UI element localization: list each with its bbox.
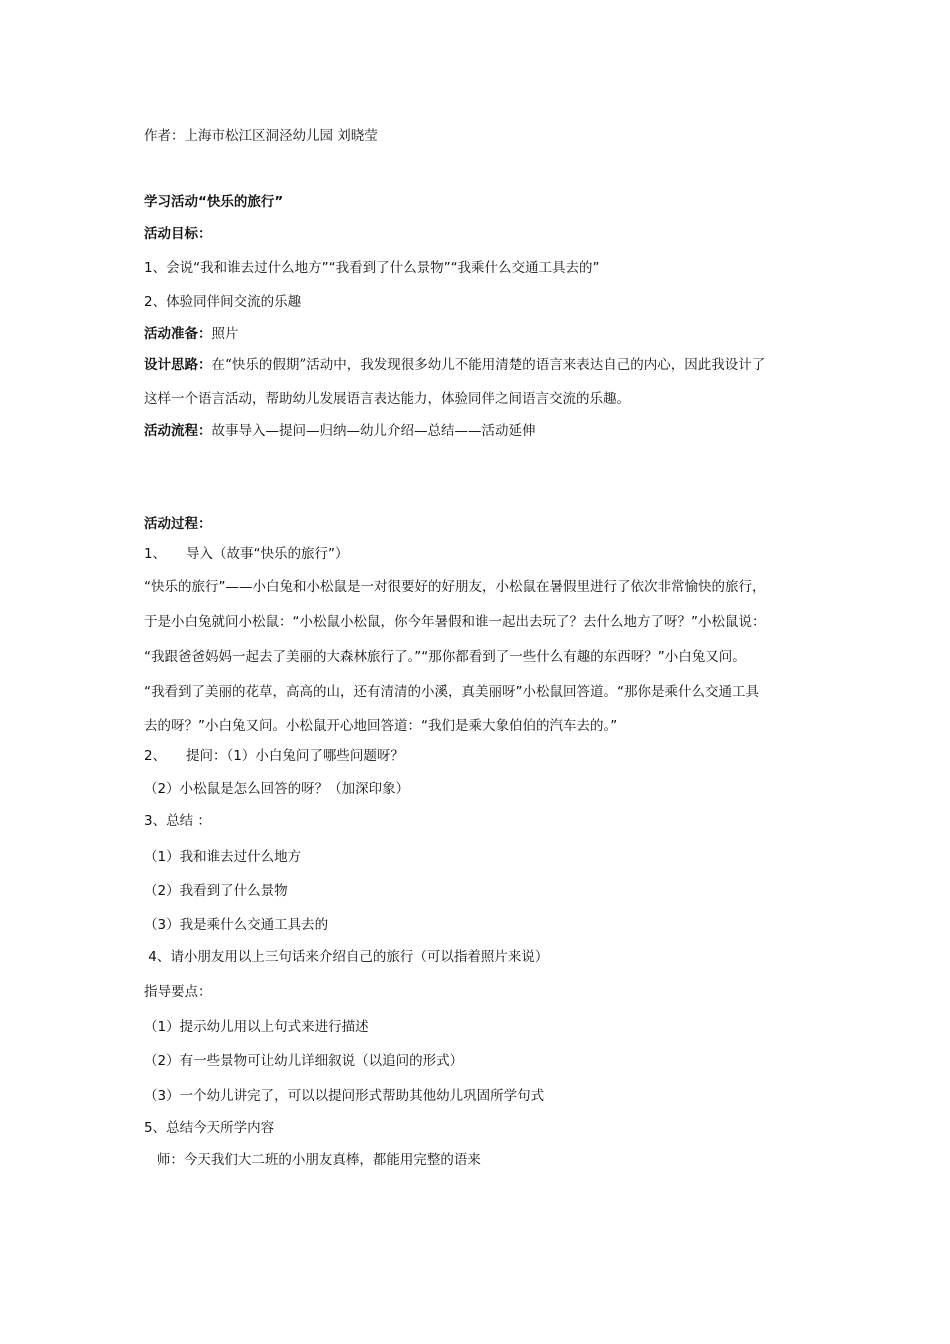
design-label: 设计思路： [144, 357, 212, 373]
goal-item-2: 2、体验同伴间交流的乐趣 [144, 294, 302, 310]
story-line-5: 去的呀？”小白兔又问。小松鼠开心地回答道：“我们是乘大象伯伯的汽车去的。” [144, 718, 618, 734]
preparation-line [144, 325, 239, 343]
author-line: 作者：上海市松江区洞泾幼儿园 刘晓莹 [144, 128, 378, 144]
goal-item-1: 1、会说“我和谁去过什么地方”“我看到了什么景物”“我乘什么交通工具去的” [144, 260, 600, 276]
step3-item-3: （3）我是乘什么交通工具去的 [144, 917, 329, 933]
design-text-1: 在“快乐的假期”活动中，我发现很多幼儿不能用清楚的语言来表达自己的内心，因此我设计了 [211, 357, 766, 373]
guide-item-1: （1）提示幼儿用以上句式来进行描述 [144, 1019, 369, 1035]
step3-item-2: （2）我看到了什么景物 [144, 883, 288, 899]
story-line-2: 于是小白兔就问小松鼠：“小松鼠小松鼠，你今年暑假和谁一起出去玩了？去什么地方了呀？”小松鼠说： [144, 614, 766, 630]
story-line-3: “我跟爸爸妈妈一起去了美丽的大森林旅行了。”“那你都看到了一些什么有趣的东西呀？”小白兔又问。 [144, 649, 746, 665]
step5-text: 师：今天我们大二班的小朋友真棒，都能用完整的语来 [144, 1152, 481, 1168]
step2-sub-line: （2）小松鼠是怎么回答的呀？（加深印象） [144, 781, 410, 797]
step3-title: 3、总结 ： [144, 813, 211, 829]
design-line-1 [144, 356, 765, 374]
step1-text: 导入（故事“快乐的旅行”） [186, 546, 349, 562]
step1-number: 1、 [144, 546, 167, 562]
step2-text: 提问：（1）小白兔问了哪些问题呀？ [186, 748, 404, 764]
step5-title: 5、总结今天所学内容 [144, 1120, 275, 1136]
process-label: 活动过程： [144, 516, 212, 532]
guide-item-3: （3）一个幼儿讲完了，可以以提问形式帮助其他幼儿巩固所学句式 [144, 1088, 545, 1104]
step1-line [144, 545, 349, 563]
step4-title: 4、请小朋友用以上三句话来介绍自己的旅行（可以指着照片来说） [144, 949, 549, 965]
step2-number: 2、 [144, 748, 167, 764]
activity-title: 学习活动“快乐的旅行” [144, 194, 284, 210]
step3-item-1: （1）我和谁去过什么地方 [144, 849, 302, 865]
preparation-value: 照片 [211, 326, 239, 342]
story-line-4: “我看到了美丽的花草，高高的山，还有清清的小溪，真美丽呀”小松鼠回答道。“那你是乘什么交通工具 [144, 684, 759, 700]
story-line-1: “快乐的旅行”——小白兔和小松鼠是一对很要好的好朋友，小松鼠在暑假里进行了依次非常愉快的旅行， [144, 579, 766, 595]
guide-label: 指导要点： [144, 984, 212, 1000]
preparation-label: 活动准备： [144, 326, 212, 342]
guide-item-2: （2）有一些景物可让幼儿详细叙说（以追问的形式） [144, 1053, 464, 1069]
flow-label: 活动流程： [144, 423, 212, 439]
step2-line [144, 747, 404, 765]
flow-value: 故事导入—提问—归纳—幼儿介绍—总结——活动延伸 [211, 423, 536, 439]
goals-label: 活动目标： [144, 226, 212, 242]
flow-line [144, 422, 536, 440]
design-line-2: 这样一个语言活动，帮助幼儿发展语言表达能力，体验同伴之间语言交流的乐趣。 [144, 391, 630, 407]
